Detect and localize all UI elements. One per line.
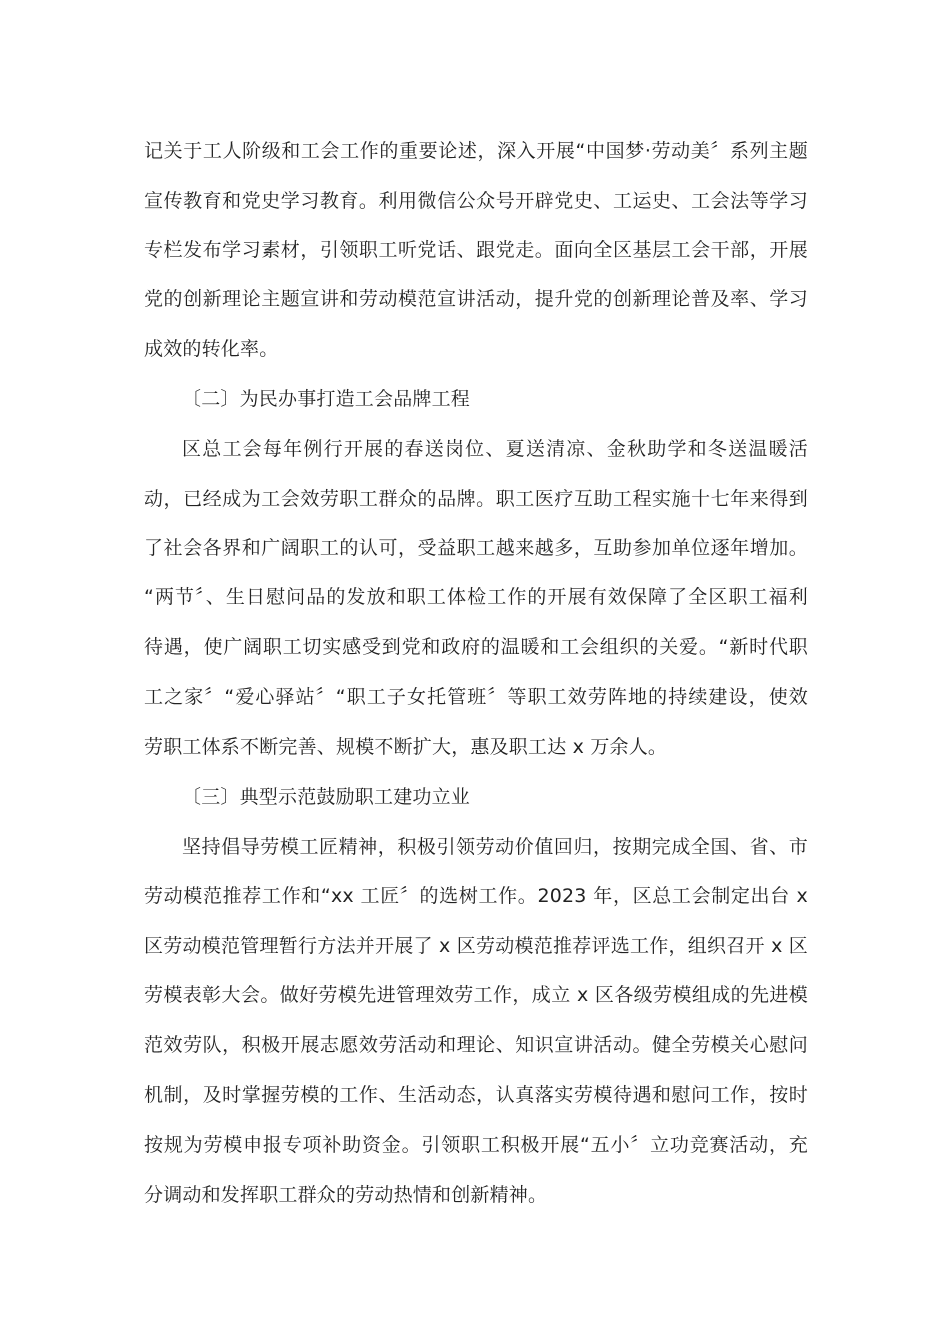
paragraph-line: 坚持倡导劳模工匠精神，积极引领劳动价值回归，按期完成全国、省、市 <box>182 836 808 858</box>
paragraph-line: 劳模表彰大会。做好劳模先进管理效劳工作，成立 x 区各级劳模组成的先进模 <box>144 984 808 1006</box>
paragraph-line: 了社会各界和广阔职工的认可，受益职工越来越多，互助参加单位逐年增加。 <box>144 537 808 559</box>
section-heading: 〔二〕为民办事打造工会品牌工程 <box>182 388 471 410</box>
section-heading: 〔三〕典型示范鼓励职工建功立业 <box>182 786 471 808</box>
paragraph-line: 工之家〞“爱心驿站〞“职工子女托管班〞等职工效劳阵地的持续建设，使效 <box>144 686 808 708</box>
paragraph-line: 区总工会每年例行开展的春送岗位、夏送清凉、金秋助学和冬送温暖活 <box>182 438 808 460</box>
paragraph-line: 动，已经成为工会效劳职工群众的品牌。职工医疗互助工程实施十七年来得到 <box>144 488 808 510</box>
paragraph-line: 劳职工体系不断完善、规模不断扩大，惠及职工达 x 万余人。 <box>144 736 668 758</box>
paragraph-line: 成效的转化率。 <box>144 338 279 360</box>
paragraph-line: 机制，及时掌握劳模的工作、生活动态，认真落实劳模待遇和慰问工作，按时 <box>144 1084 808 1106</box>
paragraph-line: 劳动模范推荐工作和“xx 工匠〞的选树工作。2023 年，区总工会制定出台 x <box>144 885 808 907</box>
paragraph-line: 待遇，使广阔职工切实感受到党和政府的温暖和工会组织的关爱。“新时代职 <box>144 636 808 658</box>
paragraph-line: 党的创新理论主题宣讲和劳动模范宣讲活动，提升党的创新理论普及率、学习 <box>144 288 808 310</box>
paragraph-line: 按规为劳模申报专项补助资金。引领职工积极开展“五小〞立功竞赛活动，充 <box>144 1134 808 1156</box>
paragraph-line: 专栏发布学习素材，引领职工听党话、跟党走。面向全区基层工会干部，开展 <box>144 239 808 261</box>
paragraph-line: 分调动和发挥职工群众的劳动热情和创新精神。 <box>144 1184 548 1206</box>
paragraph-line: 范效劳队，积极开展志愿效劳活动和理论、知识宣讲活动。健全劳模关心慰问 <box>144 1034 808 1056</box>
paragraph-line: 宣传教育和党史学习教育。利用微信公众号开辟党史、工运史、工会法等学习 <box>144 190 808 212</box>
paragraph-line: “两节〞、生日慰问品的发放和职工体检工作的开展有效保障了全区职工福利 <box>144 586 808 608</box>
paragraph-line: 区劳动模范管理暂行方法并开展了 x 区劳动模范推荐评选工作，组织召开 x 区 <box>144 935 808 957</box>
paragraph-line: 记关于工人阶级和工会工作的重要论述，深入开展“中国梦·劳动美〞系列主题 <box>144 140 808 162</box>
